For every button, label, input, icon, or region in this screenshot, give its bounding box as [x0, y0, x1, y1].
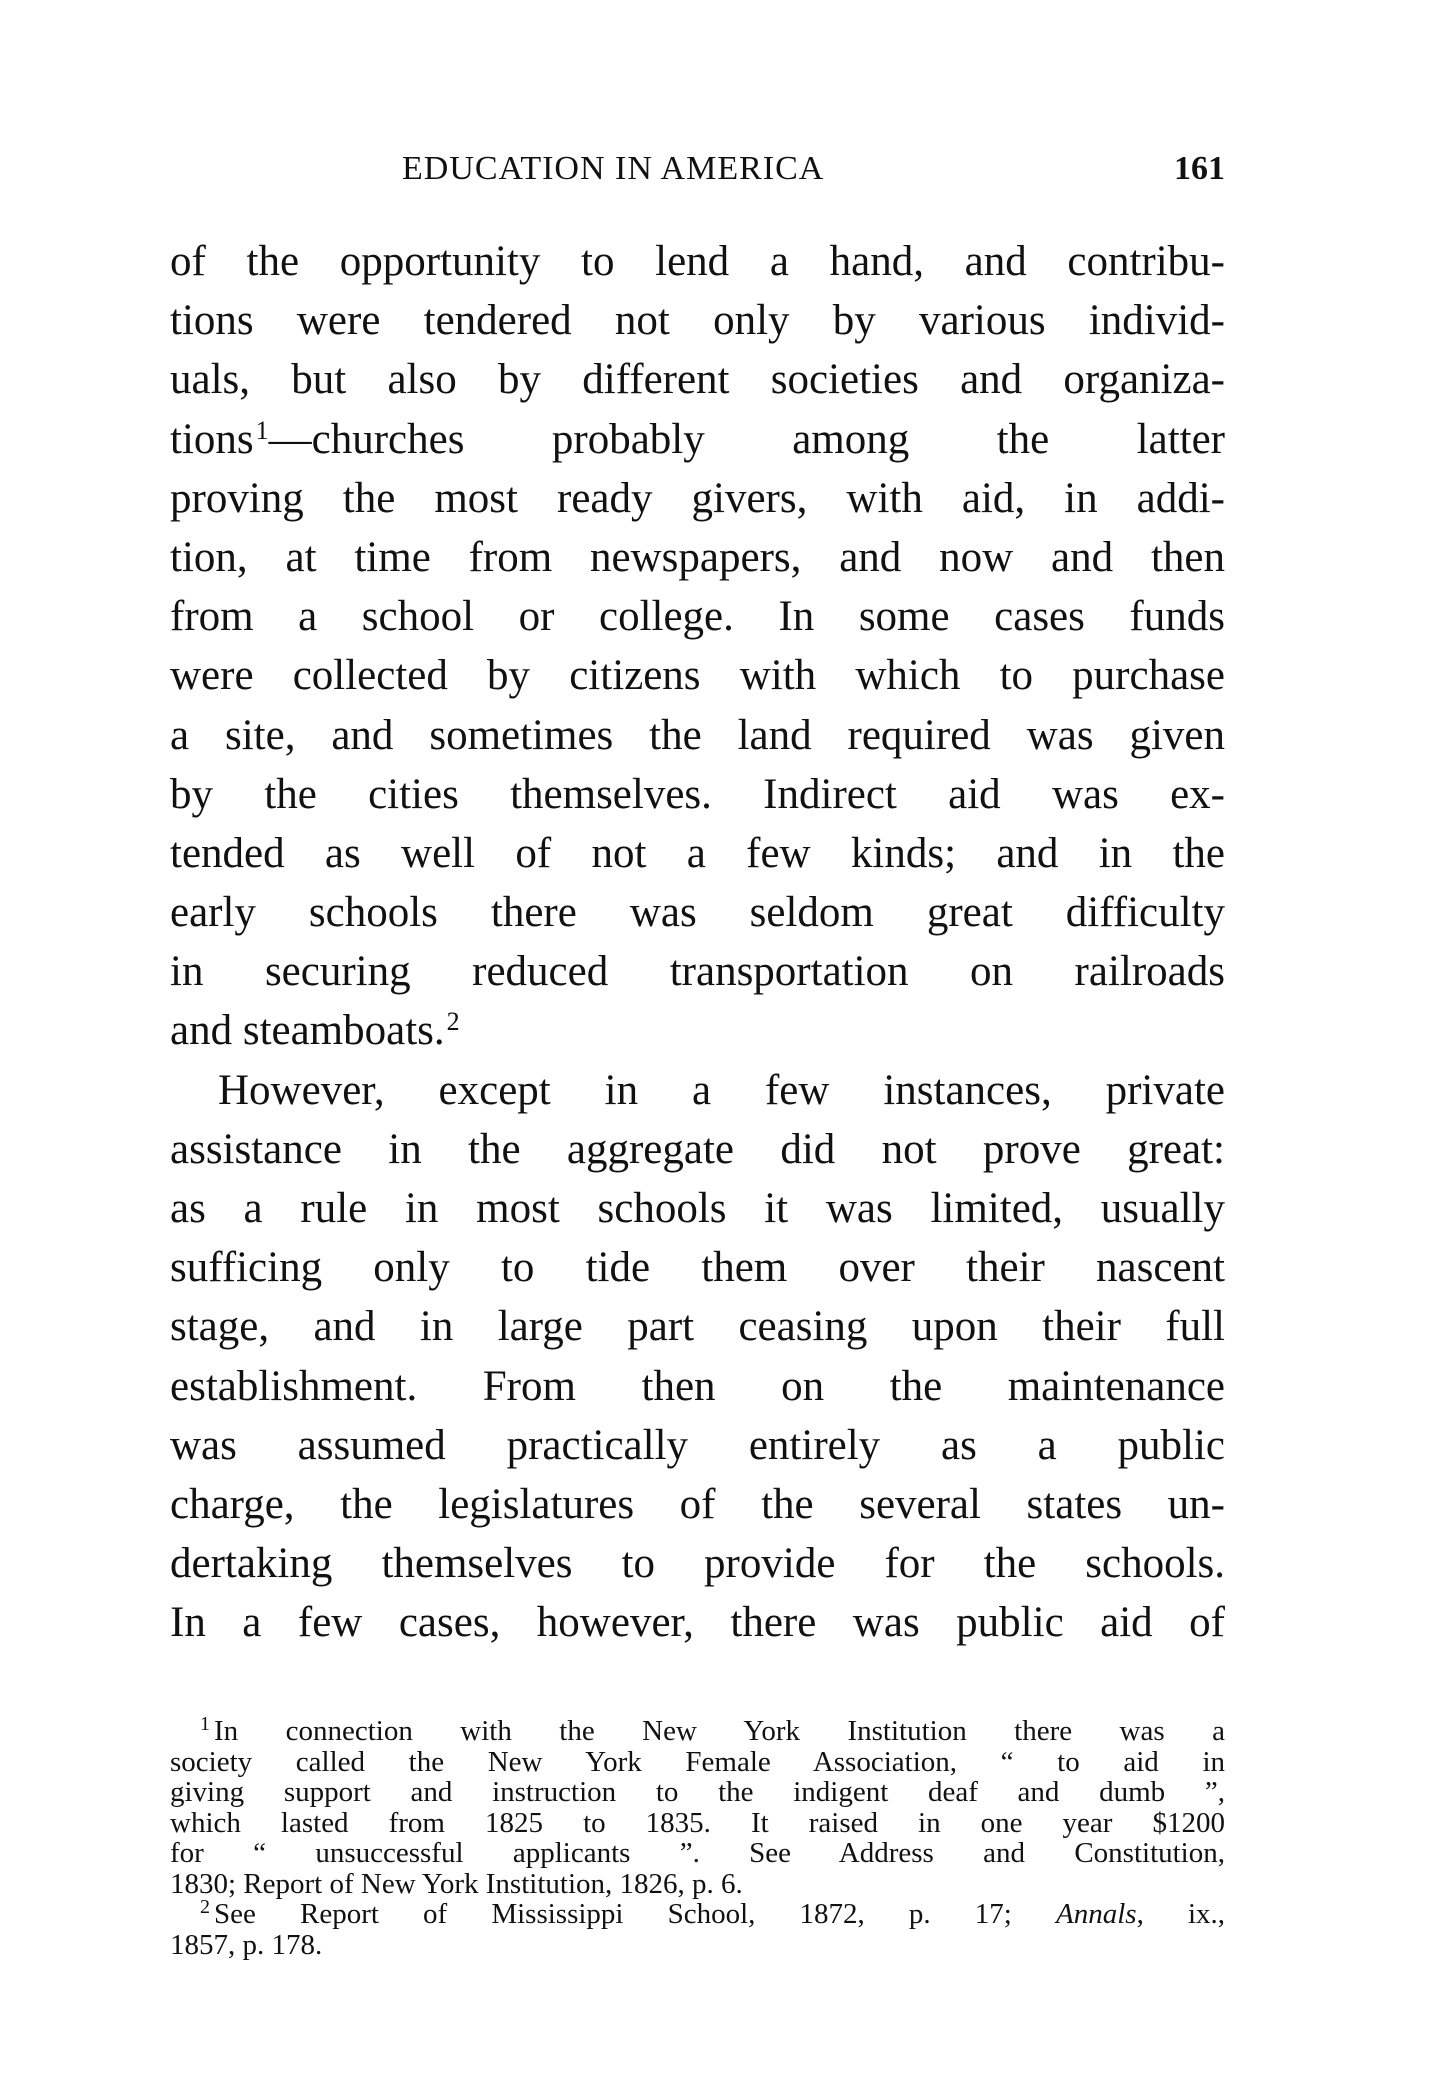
body-line: dertaking themselves to provide for the schools.	[170, 1540, 1225, 1588]
body-line: as a rule in most schools it was limited, usually	[170, 1185, 1225, 1232]
page-number: 161	[1174, 150, 1225, 187]
footnote-1-line: society called the New York Female Association, “ to aid in	[170, 1745, 1225, 1778]
footnotes	[170, 1713, 1225, 1961]
running-title: EDUCATION IN AMERICA	[402, 150, 825, 187]
body-line: charge, the legislatures of the several states un-	[170, 1480, 1225, 1528]
body-line-with-note	[170, 1001, 1225, 1060]
body-line: sufficing only to tide them over their nascent	[170, 1244, 1225, 1292]
footnote-reference-2: 2	[446, 1007, 460, 1037]
body-line-end: —churches probably among the latter	[268, 415, 1225, 463]
paragraph-start-line: However, except in a few instances, private	[218, 1066, 1225, 1114]
running-head	[170, 150, 1225, 206]
body-line: tions were tendered not only by various individ-	[170, 297, 1225, 345]
body-text	[170, 232, 1225, 1653]
footnote-1-line: 1830; Report of New York Institution, 1826, p. 6.	[170, 1867, 743, 1900]
body-line: assistance in the aggregate did not prove great:	[170, 1125, 1225, 1173]
body-line: in securing reduced transportation on railroads	[170, 948, 1225, 996]
body-line: a site, and sometimes the land required was given	[170, 711, 1225, 759]
body-line: were collected by citizens with which to purchase	[170, 652, 1225, 700]
body-line: by the cities themselves. Indirect aid was ex-	[170, 770, 1225, 818]
body-line: tion, at time from newspapers, and now and then	[170, 533, 1225, 581]
footnote-1-marker: 1	[200, 1713, 210, 1735]
body-line: proving the most ready givers, with aid, in addi-	[170, 474, 1225, 522]
footnote-1-text: In connection with the New York Institution there was a	[214, 1715, 1225, 1747]
body-line: uals, but also by different societies and organiza-	[170, 356, 1225, 404]
body-line: early schools there was seldom great difficulty	[170, 889, 1225, 937]
body-line: tended as well of not a few kinds; and in the	[170, 829, 1225, 877]
footnote-2-line: 1857, p. 178.	[170, 1928, 323, 1961]
body-line-with-note	[170, 410, 1225, 469]
footnote-1-line	[170, 1713, 1225, 1747]
body-line: from a school or college. In some cases funds	[170, 593, 1225, 641]
footnote-1-line: giving support and instruction to the indigent deaf and dumb ”,	[170, 1776, 1225, 1808]
footnote-2-marker: 2	[200, 1896, 210, 1918]
footnote-1-line: which lasted from 1825 to 1835. It raised in one year $1200	[170, 1806, 1225, 1839]
body-line: In a few cases, however, there was public aid of	[170, 1599, 1225, 1647]
body-line-text: and steamboats.	[170, 1007, 445, 1055]
body-line: was assumed practically entirely as a public	[170, 1421, 1225, 1469]
body-line-start: tions	[170, 415, 254, 463]
body-line: stage, and in large part ceasing upon their full	[170, 1303, 1225, 1351]
body-line: establishment. From then on the maintenance	[170, 1362, 1225, 1410]
footnote-2-journal: Annals	[1056, 1898, 1137, 1930]
footnote-1-line: for “ unsuccessful applicants ”. See Address and Constitution,	[170, 1837, 1225, 1869]
footnote-reference-1: 1	[255, 415, 269, 445]
footnote-2-text: See Report of Mississippi School, 1872, p. 17;	[214, 1898, 1056, 1930]
body-line: of the opportunity to lend a hand, and contribu-	[170, 238, 1225, 285]
footnote-2-line	[170, 1896, 1225, 1930]
footnote-2-text-end: , ix.,	[1136, 1898, 1225, 1930]
